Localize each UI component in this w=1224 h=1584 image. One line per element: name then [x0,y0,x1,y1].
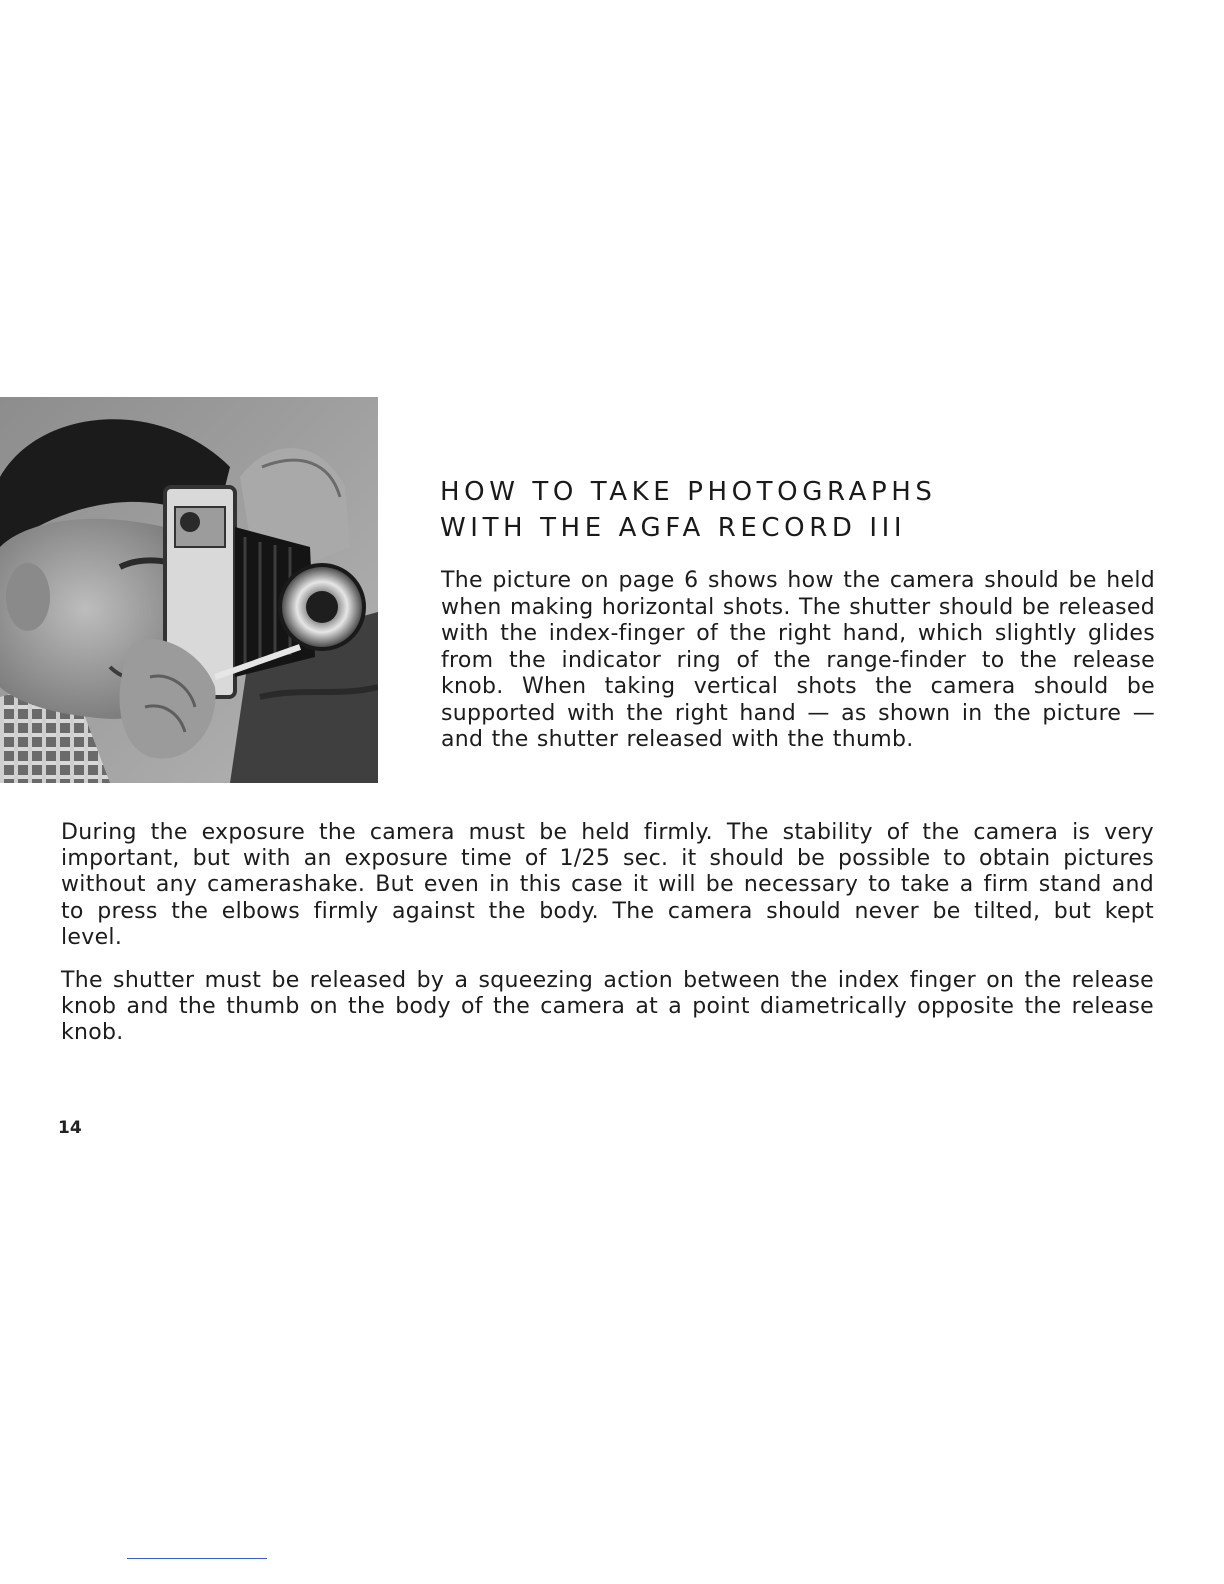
photo-man-with-camera [0,397,378,783]
intro-paragraph: The picture on page 6 shows how the camera should be held when making horizontal shots. The shutter should be released with the index-finger of the right hand, which slightly glides from the indicator ring of the range-finder to the release knob. When taking vertical shots the camera should be supported with the right hand — as shown in the picture — and the shutter released with the thumb. [441,568,1155,752]
body-paragraph-exposure: During the exposure the camera must be held firmly. The stability of the camera is very important, but with an exposure time of 1/25 sec. it should be possible to obtain pictures without any camerashake. But even in this case it will be necessary to take a firm stand and to press the elbows firmly against the body. The camera should never be tilted, but kept level. [61,820,1154,950]
heading-line-1: HOW TO TAKE PHOTOGRAPHS [440,477,937,507]
page-number: 14 [58,1118,82,1138]
body-paragraph-shutter: The shutter must be released by a squeezing action between the index finger on the release knob and the thumb on the body of the camera at a point diametrically opposite the release knob. [61,968,1154,1046]
page-heading [440,474,980,546]
heading-line-2: WITH THE AGFA RECORD III [440,513,907,543]
footer-divider-line [127,1558,267,1559]
camera-photo-illustration [0,397,378,783]
